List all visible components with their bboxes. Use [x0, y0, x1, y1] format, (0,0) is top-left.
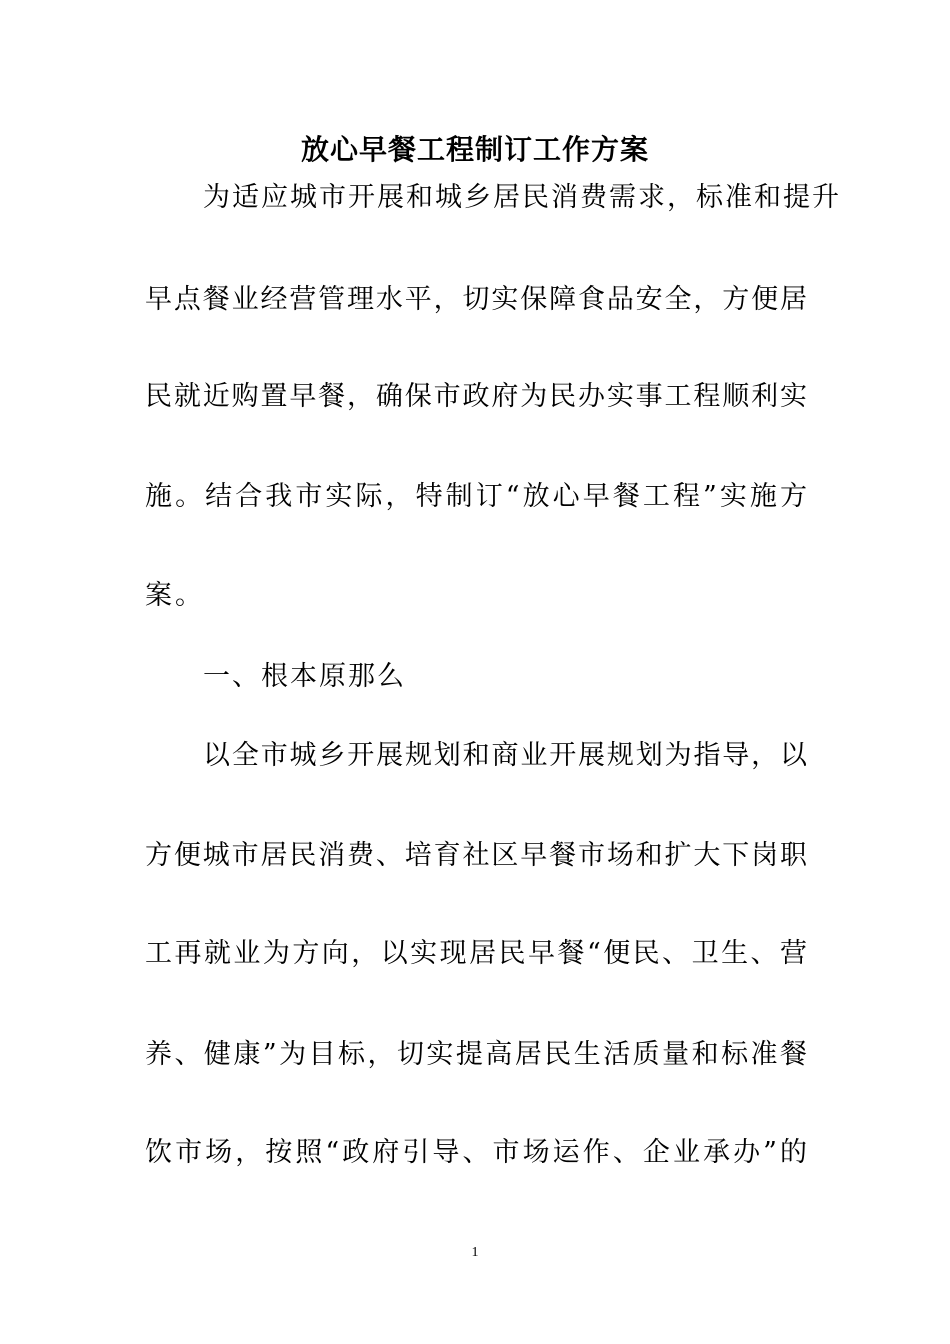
body-line: 养、健康”为目标，切实提高居民生活质量和标准餐 — [145, 1039, 807, 1070]
body-line: 饮市场，按照“政府引导、市场运作、企业承办”的 — [145, 1137, 807, 1168]
body-line: 工再就业为方向，以实现居民早餐“便民、卫生、营 — [145, 938, 807, 969]
body-line: 施。结合我市实际，特制订“放心早餐工程”实施方 — [145, 481, 807, 512]
body-line: 案。 — [145, 580, 205, 611]
section-heading: 一、根本原那么 — [203, 661, 406, 692]
document-title: 放心早餐工程制订工作方案 — [300, 133, 649, 166]
body-line: 以全市城乡开展规划和商业开展规划为指导，以 — [203, 740, 807, 771]
page-number: 1 — [471, 1245, 479, 1260]
body-line: 方便城市居民消费、培育社区早餐市场和扩大下岗职 — [145, 840, 807, 871]
body-line: 早点餐业经营管理水平，切实保障食品安全，方便居 — [145, 284, 807, 315]
body-line: 民就近购置早餐，确保市政府为民办实事工程顺利实 — [145, 381, 807, 412]
body-line: 为适应城市开展和城乡居民消费需求，标准和提升 — [203, 182, 841, 213]
